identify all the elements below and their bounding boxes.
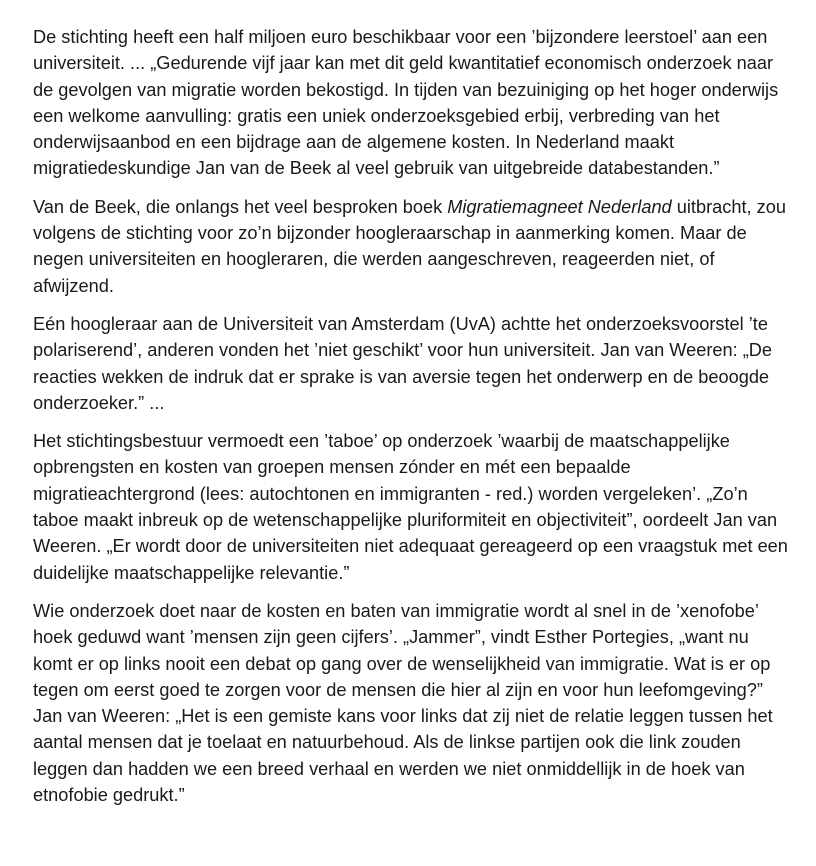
paragraph-2-rest: uitbracht, zou volgens de stichting voor zo’n bijzonder hoogleraarschap in aanmerking komen. Maar de negen universiteiten en hoogleraren, die werden aangeschreven, reageerden niet, of afwijzend. [33,196,786,296]
paragraph-2-intro: Van de Beek, die onlangs het veel besproken boek [33,196,448,217]
paragraph-5: Wie onderzoek doet naar de kosten en baten van immigratie wordt al snel in de ’xenofobe’ hoek geduwd want ’mensen zijn geen cijfers’. „Jammer”, vindt Esther Portegies, „want nu komt er op links nooit een debat op gang over de wenselijkheid van immigratie. Wat is er op tegen om eerst goed te zorgen voor de mensen die hier al zijn en voor hun leefomgeving?” Jan van Weeren: „Het is een gemiste kans voor links dat zij niet de relatie leggen tussen het aantal mensen dat je toelaat en natuurbehoud. Als de linkse partijen ook die link zouden leggen dan hadden we een breed verhaal en werden we niet onmiddellijk in de hoek van etnofobie gedrukt.” [33,600,773,806]
paragraph-3: Eén hoogleraar aan de Universiteit van Amsterdam (UvA) achtte het onderzoeksvoorstel ’te polariserend’, anderen vonden het ’niet geschikt’ voor hun universiteit. Jan van Weeren: „De reacties wekken de indruk dat er sprake is van aversie tegen het onderwerp en de beoogde onderzoeker.” ... [33,313,773,413]
article-body [33,24,793,820]
book-title: Migratiemagneet Nederland [447,196,672,217]
paragraph-2 [33,194,793,299]
paragraph-1: De stichting heeft een half miljoen euro beschikbaar voor een ’bijzondere leerstoel’ aan een universiteit. ... „Gedurende vijf jaar kan met dit geld kwantitatief economisch onderzoek naar de gevolgen van migratie worden bekostigd. In tijden van bezuiniging op het hoger onderwijs een welkome aanvulling: gratis een uniek onderzoeksgebied erbij, verbreding van het onderwijsaanbod en een bijdrage aan de algemene kosten. In Nederland maakt migratiedeskundige Jan van de Beek al veel gebruik van uitgebreide databestanden.” [33,27,779,179]
paragraph-4: Het stichtingsbestuur vermoedt een ’taboe’ op onderzoek ’waarbij de maatschappelijke opbrengsten en kosten van groepen mensen zónder en mét een bepaalde migratieachtergrond (lees: autochtonen en immigranten - red.) worden vergeleken’. „Zo’n taboe maakt inbreuk op de wetenschappelijke pluriformiteit en objectiviteit”, oordeelt Jan van Weeren. „Er wordt door de universiteiten niet adequaat gereageerd op een vraagstuk met een duidelijke maatschappelijke relevantie.” [33,431,788,583]
